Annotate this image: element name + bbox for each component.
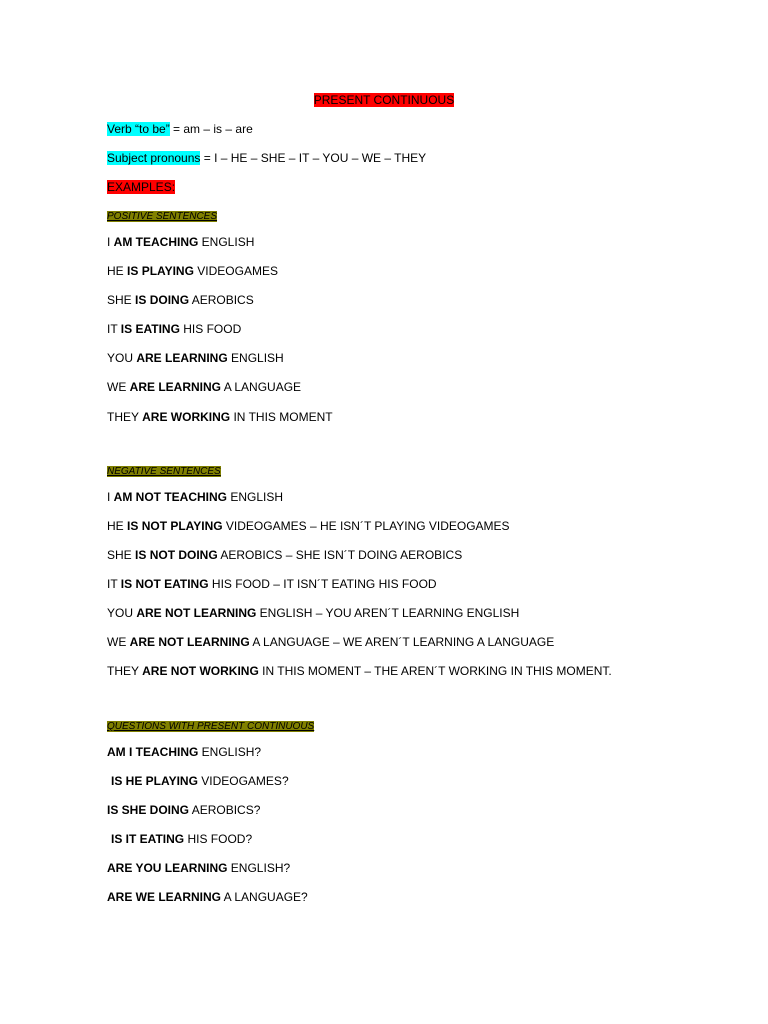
sentence-complement: AEROBICS?	[189, 803, 261, 817]
sentence-verb: IS DOING	[135, 293, 190, 307]
sentence-verb: ARE LEARNING	[136, 351, 228, 365]
negative-sentence	[107, 634, 554, 650]
sentence-subject: SHE	[107, 548, 136, 562]
question-sentence	[107, 831, 252, 847]
sentence-subject: HE	[107, 519, 128, 533]
sentence-verb: IS PLAYING	[127, 264, 194, 278]
sentence-verb: IS NOT DOING	[135, 548, 218, 562]
subject-pronouns-list: = I – HE – SHE – IT – YOU – WE – THEY	[200, 151, 427, 165]
question-sentence	[107, 744, 261, 760]
negative-sentence	[107, 489, 283, 505]
sentence-verb: IS EATING	[120, 322, 180, 336]
question-sentence	[107, 773, 289, 789]
positive-sentence	[107, 379, 301, 395]
subject-pronouns-label: Subject pronouns	[107, 151, 201, 165]
sentence-complement: A LANGUAGE?	[221, 890, 308, 904]
sentence-complement: IN THIS MOMENT	[230, 410, 333, 424]
sentence-subject: HE	[107, 264, 128, 278]
positive-sentence	[107, 409, 333, 425]
negative-heading-line	[107, 462, 221, 478]
sentence-subject: YOU	[107, 606, 137, 620]
negative-sentence	[107, 663, 612, 679]
sentence-complement: A LANGUAGE	[221, 380, 302, 394]
sentence-subject: YOU	[107, 351, 137, 365]
verb-to-be-line	[107, 121, 253, 137]
negative-sentence	[107, 547, 462, 563]
sentence-complement: AEROBICS	[189, 293, 254, 307]
sentence-complement: ENGLISH	[227, 351, 284, 365]
sentence-complement: HIS FOOD – IT ISN´T EATING HIS FOOD	[208, 577, 437, 591]
questions-heading-line	[107, 717, 314, 733]
negative-sentence	[107, 518, 510, 534]
sentence-verb: AM I TEACHING	[107, 745, 199, 759]
questions-heading: QUESTIONS WITH PRESENT CONTINUOUS	[107, 721, 315, 732]
examples-label: EXAMPLES:	[107, 180, 176, 194]
page-title-line	[0, 92, 768, 108]
sentence-subject: IT	[107, 577, 121, 591]
negative-sentence	[107, 605, 519, 621]
sentence-verb: ARE LEARNING	[129, 380, 222, 394]
positive-sentence	[107, 263, 278, 279]
sentence-subject: I	[107, 235, 114, 249]
sentence-complement: VIDEOGAMES?	[197, 774, 289, 788]
sentence-verb: ARE YOU LEARNING	[107, 861, 228, 875]
sentence-complement: IN THIS MOMENT – THE AREN´T WORKING IN THIS MOMENT.	[258, 664, 612, 678]
sentence-verb: AM NOT TEACHING	[113, 490, 227, 504]
positive-sentence	[107, 350, 284, 366]
sentence-complement: VIDEOGAMES – HE ISN´T PLAYING VIDEOGAMES	[222, 519, 510, 533]
sentence-verb: IS NOT PLAYING	[127, 519, 223, 533]
positive-heading-line	[107, 207, 217, 223]
sentence-complement: ENGLISH	[198, 235, 255, 249]
negative-sentence	[107, 576, 437, 592]
sentence-complement: ENGLISH	[227, 490, 284, 504]
positive-sentence	[107, 321, 241, 337]
sentence-verb: ARE NOT LEARNING	[136, 606, 257, 620]
sentence-subject: IT	[107, 322, 121, 336]
sentence-verb: IS SHE DOING	[107, 803, 190, 817]
sentence-subject: SHE	[107, 293, 136, 307]
negative-sentences-heading: NEGATIVE SENTENCES	[107, 466, 221, 477]
verb-to-be-label: Verb “to be”	[107, 122, 170, 136]
page-title: PRESENT CONTINUOUS	[313, 93, 455, 107]
question-sentence	[107, 802, 260, 818]
sentence-complement: ENGLISH?	[227, 861, 291, 875]
verb-to-be-forms: = am – is – are	[169, 122, 253, 136]
sentence-verb: IS NOT EATING	[120, 577, 209, 591]
question-sentence	[107, 889, 308, 905]
sentence-verb: ARE NOT WORKING	[142, 664, 259, 678]
sentence-verb: ARE WORKING	[142, 410, 231, 424]
sentence-verb: ARE NOT LEARNING	[129, 635, 250, 649]
question-sentence	[107, 860, 290, 876]
sentence-subject: THEY	[107, 664, 143, 678]
sentence-verb: AM TEACHING	[113, 235, 199, 249]
positive-sentences-heading: POSITIVE SENTENCES	[107, 211, 218, 222]
positive-sentence	[107, 234, 254, 250]
sentence-complement: HIS FOOD	[179, 322, 242, 336]
sentence-complement: ENGLISH?	[198, 745, 262, 759]
sentence-subject: WE	[107, 380, 130, 394]
sentence-verb: IS IT EATING	[111, 832, 185, 846]
sentence-complement: AEROBICS – SHE ISN´T DOING AEROBICS	[217, 548, 463, 562]
sentence-subject: WE	[107, 635, 130, 649]
sentence-subject: I	[107, 490, 114, 504]
sentence-complement: HIS FOOD?	[184, 832, 253, 846]
positive-sentence	[107, 292, 254, 308]
sentence-complement: ENGLISH – YOU AREN´T LEARNING ENGLISH	[256, 606, 520, 620]
sentence-subject: THEY	[107, 410, 143, 424]
sentence-complement: VIDEOGAMES	[193, 264, 278, 278]
sentence-verb: IS HE PLAYING	[111, 774, 198, 788]
examples-line	[107, 179, 175, 195]
subject-pronouns-line	[107, 150, 426, 166]
sentence-verb: ARE WE LEARNING	[107, 890, 221, 904]
sentence-complement: A LANGUAGE – WE AREN´T LEARNING A LANGUAGE	[249, 635, 555, 649]
